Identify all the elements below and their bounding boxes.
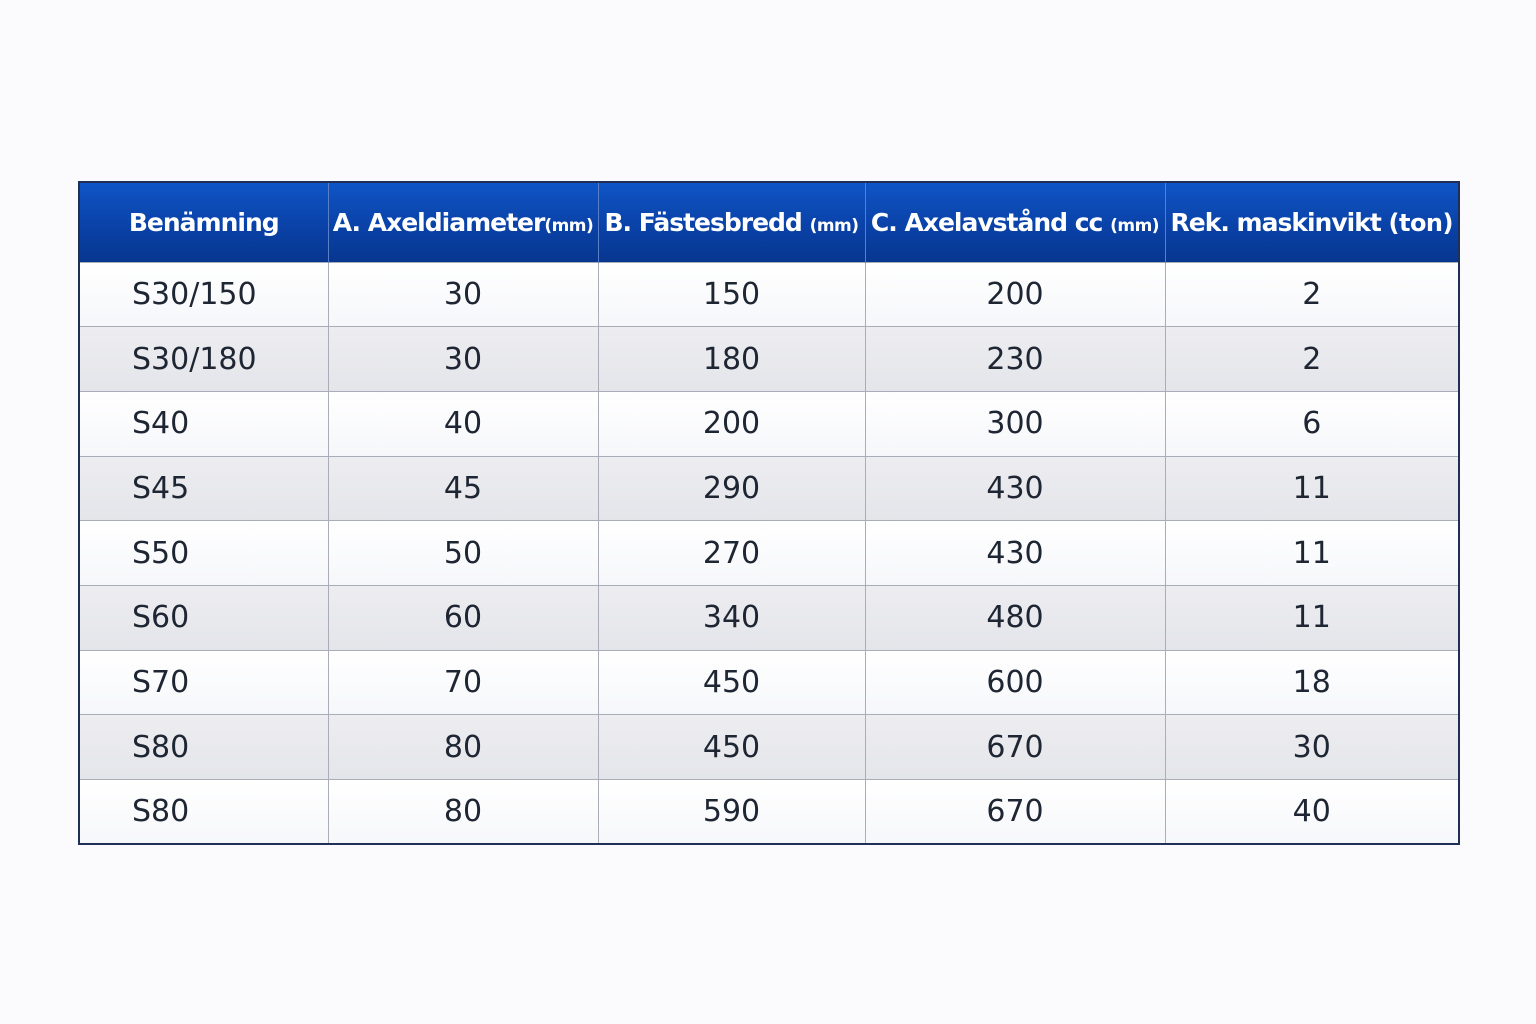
table-cell-value: 450	[598, 715, 865, 780]
table-row	[79, 585, 1459, 650]
table-cell-name: S80	[79, 780, 328, 845]
table-cell-value: 11	[1165, 585, 1459, 650]
table-cell-value: 2	[1165, 262, 1459, 327]
header-axeldiameter	[328, 182, 598, 262]
table-cell-value: 40	[1165, 780, 1459, 845]
table-cell-name: S40	[79, 391, 328, 456]
table-cell-value: 230	[865, 327, 1165, 392]
header-unit: (mm)	[809, 215, 859, 236]
table-body	[79, 262, 1459, 844]
header-label: Benämning	[128, 207, 279, 237]
table-cell-value: 11	[1165, 521, 1459, 586]
table-row	[79, 780, 1459, 845]
table-cell-value: 590	[598, 780, 865, 845]
table-cell-value: 150	[598, 262, 865, 327]
table-cell-value: 270	[598, 521, 865, 586]
table-cell-value: 70	[328, 650, 598, 715]
table-cell-value: 340	[598, 585, 865, 650]
table-cell-value: 600	[865, 650, 1165, 715]
table-cell-value: 80	[328, 715, 598, 780]
table-cell-value: 18	[1165, 650, 1459, 715]
header-unit: (mm)	[544, 215, 594, 236]
table-cell-value: 450	[598, 650, 865, 715]
table-cell-value: 300	[865, 391, 1165, 456]
header-unit: (mm)	[1110, 215, 1160, 236]
table-cell-value: 40	[328, 391, 598, 456]
table-cell-value: 290	[598, 456, 865, 521]
header-fastesbredd	[598, 182, 865, 262]
header-axelavstand	[865, 182, 1165, 262]
header-unit: (ton)	[1388, 208, 1453, 237]
table-cell-value: 50	[328, 521, 598, 586]
table-cell-name: S30/180	[79, 327, 328, 392]
table-cell-value: 200	[598, 391, 865, 456]
table-cell-value: 430	[865, 521, 1165, 586]
table-cell-value: 30	[328, 327, 598, 392]
table-cell-value: 2	[1165, 327, 1459, 392]
header-label: C. Axelavstånd cc	[870, 207, 1103, 237]
table-cell-value: 45	[328, 456, 598, 521]
header-label: Rek. maskinvikt	[1170, 207, 1381, 237]
table-cell-value: 6	[1165, 391, 1459, 456]
table-cell-value: 60	[328, 585, 598, 650]
table-row	[79, 521, 1459, 586]
table-cell-value: 480	[865, 585, 1165, 650]
header-label: B. Fästesbredd	[604, 207, 802, 237]
table-cell-name: S30/150	[79, 262, 328, 327]
table-cell-name: S45	[79, 456, 328, 521]
table-row	[79, 650, 1459, 715]
table-cell-value: 30	[1165, 715, 1459, 780]
table-cell-value: 30	[328, 262, 598, 327]
table-row	[79, 327, 1459, 392]
table-row	[79, 391, 1459, 456]
table-cell-value: 11	[1165, 456, 1459, 521]
table-row	[79, 456, 1459, 521]
table-cell-value: 80	[328, 780, 598, 845]
table-cell-value: 200	[865, 262, 1165, 327]
header-maskinvikt	[1165, 182, 1459, 262]
header-label: A. Axeldiameter	[332, 207, 545, 237]
table-header-row	[79, 182, 1459, 262]
table-cell-name: S80	[79, 715, 328, 780]
table-cell-name: S60	[79, 585, 328, 650]
header-benamning	[79, 182, 328, 262]
table-cell-value: 430	[865, 456, 1165, 521]
table-cell-value: 180	[598, 327, 865, 392]
table-cell-value: 670	[865, 780, 1165, 845]
table-cell-name: S50	[79, 521, 328, 586]
spec-table	[78, 181, 1460, 845]
table-cell-value: 670	[865, 715, 1165, 780]
table-row	[79, 715, 1459, 780]
table-row	[79, 262, 1459, 327]
table-cell-name: S70	[79, 650, 328, 715]
